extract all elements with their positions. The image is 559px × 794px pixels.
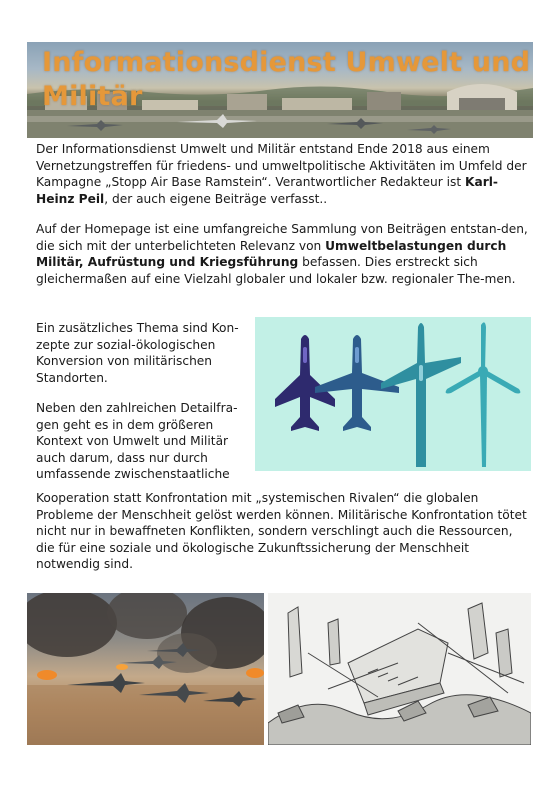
context-paragraph: Neben den zahlreichen Detailfra-gen geht es in dem größeren Kontext von Umwelt und Militär auch darum, dass nur durch umfassende zwischenstaatliche — [36, 401, 238, 482]
homepage-text-end: befassen. Dies erstreckt sich gleichermaßen auf eine Vielzahl globaler und lokaler bzw. regionaler The-men. — [36, 255, 516, 286]
fighter-jets-over-burning-oil-fields-photo — [27, 593, 264, 745]
conversion-paragraph: Ein zusätzliches Thema sind Kon-zepte zur sozial-ökologischen Konversion von militärischen Standorten. — [36, 321, 239, 385]
homepage-paragraph — [36, 221, 531, 287]
jets-photo — [27, 593, 264, 745]
banner-title: Informationsdienst Umwelt und Militär — [42, 47, 531, 112]
header-banner — [27, 42, 533, 138]
intro-text: Der Informationsdienst Umwelt und Militär entstand Ende 2018 aus einem Vernetzungstreffen für friedens- und umweltpolitische Aktivitäten im Umfeld der Kampagne „Stopp Air Base Ramstein“. Verantwortlicher Redakteur ist — [36, 142, 527, 190]
homepage-highlight: Umweltbelastungen durch Militär, Aufrüstung und Kriegsführung — [36, 238, 507, 270]
context-paragraph-continued: Kooperation statt Konfrontation mit „systemischen Rivalen“ die globalen Probleme der Menschheit gelöst werden können. Militärische Konfrontation tötet nicht nur in bewaffneten Konflikten, sondern verschlingt auch die Ressourcen, die für eine soziale und ökologische Zukunftssicherung der Menschheit notwendig sind. — [36, 491, 527, 572]
editor-name: Karl-Heinz Peil — [36, 175, 498, 206]
intro-text-end: , der auch eigene Beiträge verfasst.. — [104, 191, 328, 206]
conversion-illustration — [255, 317, 531, 471]
ruins-sketch — [268, 593, 531, 745]
destroyed-building-ruins-sketch — [268, 593, 531, 745]
intro-paragraph — [36, 141, 531, 207]
jet-to-wind-turbine-conversion-icon — [255, 317, 531, 471]
homepage-text: Auf der Homepage ist eine umfangreiche Sammlung von Beiträgen entstan-den, die sich mit der unterbelichteten Relevanz von — [36, 222, 528, 253]
